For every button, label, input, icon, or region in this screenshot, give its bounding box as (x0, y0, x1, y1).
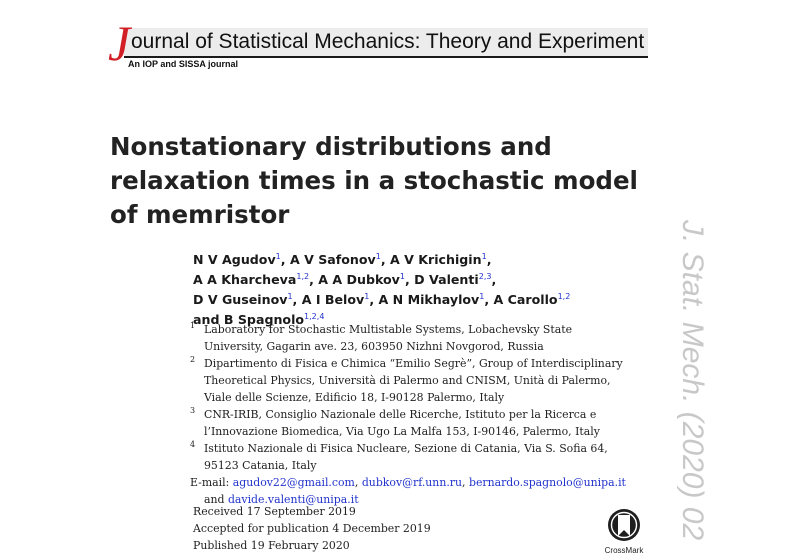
author-affil-sup[interactable]: 1 (364, 292, 370, 301)
title-line: Nonstationary distributions and (110, 132, 552, 161)
affiliation-line: Istituto Nazionale di Fisica Nucleare, Sezione di Catania, Via S. Sofia 64, (204, 442, 608, 455)
author-name: A N Mikhaylov (378, 292, 480, 307)
author-name: D V Guseinov (193, 292, 288, 307)
affiliation-number: 2 (190, 355, 196, 364)
email-link-valenti[interactable]: davide.valenti@unipa.it (227, 493, 359, 506)
paper-title (110, 130, 670, 232)
email-link-dubkov[interactable]: dubkov@rf.unn.ru (361, 476, 463, 489)
author-name: A I Belov (301, 292, 365, 307)
author-name: B Spagnolo (223, 312, 305, 327)
affiliation-item (190, 440, 660, 474)
journal-header (108, 15, 648, 71)
crossmark-label: CrossMark (604, 546, 644, 555)
affiliation-line: University, Gagarin ave. 23, 603950 Nizhni Novgorod, Russia (204, 340, 544, 353)
email-and: and (204, 493, 225, 506)
author-name: A V Krichigin (390, 252, 482, 267)
publication-dates (193, 503, 431, 554)
author-name: A A Dubkov (318, 272, 400, 287)
author-line: D V Guseinov$^1$, A I Belov$^1$, A N Mikhaylov$^1$, A Carollo$^{1,2}$ (193, 292, 571, 307)
published-date: Published 19 February 2020 (193, 539, 350, 552)
title-line: of memristor (110, 200, 290, 229)
author-line: A A Kharcheva$^{1,2}$, A A Dubkov$^1$, D Valenti$^{2,3}$, (193, 272, 497, 287)
side-citation: J. Stat. Mech. (2020) 02 (676, 220, 709, 541)
affiliation-line: Laboratory for Stochastic Multistable Systems, Lobachevsky State (204, 323, 573, 336)
crossmark-button[interactable] (596, 506, 652, 558)
affiliation-number: 1 (190, 321, 196, 330)
author-name: A Carollo (493, 292, 558, 307)
author-affil-sup[interactable]: 1 (481, 252, 487, 261)
journal-name: ournal of Statistical Mechanics: Theory and Experiment (131, 30, 645, 53)
title-line: relaxation times in a stochastic model (110, 166, 638, 195)
affiliation-line: Theoretical Physics, Università di Palermo and CNISM, Unità di Palermo, (204, 374, 611, 387)
author-name: D Valenti (414, 272, 479, 287)
received-date: Received 17 September 2019 (193, 505, 356, 518)
affiliation-line: Dipartimento di Fisica e Chimica “Emilio Segrè”, Group of Interdisciplinary (204, 357, 623, 370)
author-affil-sup[interactable]: 1,2 (296, 272, 310, 281)
affiliation-line: Viale delle Scienze, Edificio 18, I-90128 Palermo, Italy (204, 391, 505, 404)
affiliation-item (190, 406, 660, 440)
crossmark-icon (596, 506, 652, 546)
affiliations (190, 321, 660, 508)
affiliation-line: 95123 Catania, Italy (204, 459, 317, 472)
email-link-spagnolo[interactable]: bernardo.spagnolo@unipa.it (468, 476, 626, 489)
author-affil-sup[interactable]: 2,3 (478, 272, 492, 281)
author-affil-sup[interactable]: 1 (375, 252, 381, 261)
email-link-agudov[interactable]: agudov22@gmail.com (232, 476, 355, 489)
author-affil-sup[interactable]: 1 (287, 292, 293, 301)
author-list (193, 248, 653, 328)
affiliation-item (190, 355, 660, 406)
author-affil-sup[interactable]: 1 (399, 272, 405, 281)
author-line: N V Agudov$^1$, A V Safonov$^1$, A V Krichigin$^1$, (193, 252, 492, 267)
affiliation-item (190, 321, 660, 355)
author-affil-sup[interactable]: 1,2 (557, 292, 571, 301)
email-label: E-mail: (190, 476, 230, 489)
author-affil-sup[interactable]: 1 (275, 252, 281, 261)
affiliation-line: l’Innovazione Biomedica, Via Ugo La Malfa 153, I-90146, Palermo, Italy (204, 425, 600, 438)
author-name: N V Agudov (193, 252, 276, 267)
author-name: A V Safonov (289, 252, 376, 267)
author-affil-sup[interactable]: 1 (479, 292, 485, 301)
accepted-date: Accepted for publication 4 December 2019 (193, 522, 431, 535)
journal-logo-letter: J (108, 15, 131, 71)
affiliation-number: 4 (190, 440, 196, 449)
author-name: A A Kharcheva (193, 272, 297, 287)
affiliation-line: CNR-IRIB, Consiglio Nazionale delle Ricerche, Istituto per la Ricerca e (204, 408, 597, 421)
email-line: E-mail: agudov22@gmail.com, dubkov@rf.unn.ru, bernardo.spagnolo@unipa.it (190, 476, 626, 489)
affiliation-number: 3 (190, 406, 196, 415)
author-affil-sup[interactable]: 1,2,4 (304, 312, 325, 321)
journal-subtitle: An IOP and SISSA journal (128, 59, 239, 69)
author-line: and B Spagnolo$^{1,2,4}$ (193, 312, 325, 327)
